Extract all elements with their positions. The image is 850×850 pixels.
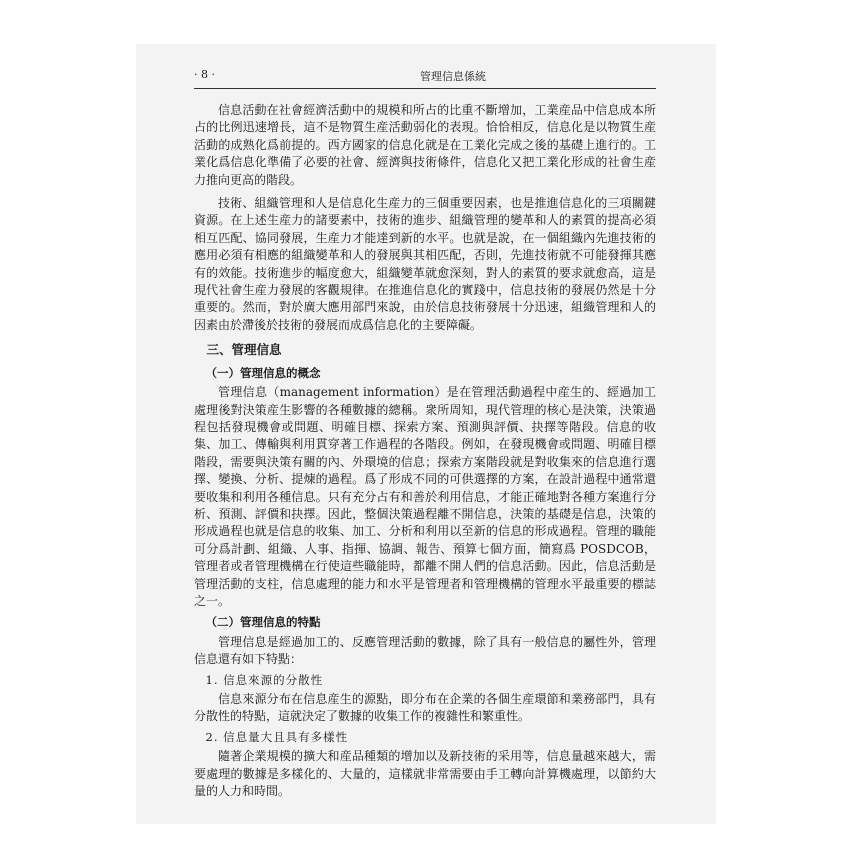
paragraph: 信息活動在社會經濟活動中的規模和所占的比重不斷增加，工業産品中信息成本所占的比例迅速增長，這不是物質生産活動弱化的表現。恰恰相反，信息化是以物質生産活動的成熟化爲前提的。西方國家的信息化就是在工業化完成之後的基礎上進行的。工業化爲信息化準備了必要的社會、經濟與技術條件，信息化又把工業化形成的社會生産力推向更高的階段。	[194, 103, 656, 187]
item-heading: 2. 信息量大且具有多樣性	[205, 729, 349, 744]
page-number: · 8 ·	[194, 68, 215, 81]
subsection-heading: （二）管理信息的特點	[205, 615, 321, 630]
paragraph: 管理信息是經過加工的、反應管理活動的數據，除了具有一般信息的屬性外，管理信息還有如下特點：	[194, 634, 656, 667]
section-heading: 三、管理信息	[206, 342, 282, 358]
page-body	[194, 102, 656, 800]
item-heading: 1. 信息來源的分散性	[205, 672, 324, 687]
header-rule	[194, 88, 656, 89]
running-title: 管理信息係統	[420, 70, 486, 83]
paragraph: 技術、組織管理和人是信息化生産力的三個重要因素，也是推進信息化的三項關鍵資源。在上述生産力的諸要素中，技術的進步、組織管理的變革和人的素質的提高必須相互匹配、協同發展，生産力才能達到新的水平。也就是說，在一個組織內先進技術的應用必須有相應的組織變革和人的發展與其相匹配，否則，先進技術就不可能發揮其應有的效能。技術進步的幅度愈大，組織變革就愈深刻，對人的素質的要求就愈高，這是現代社會生産力發展的客觀規律。在推進信息化的實踐中，信息技術的發展仍然是十分重要的。然而，對於廣大應用部門來說，由於信息技術發展十分迅速，組織管理和人的因素由於滯後於技術的發展而成爲信息化的主要障礙。	[194, 196, 656, 332]
paragraph: 信息來源分布在信息産生的源點，即分布在企業的各個生産環節和業務部門，具有分散性的特點，這就決定了數據的收集工作的複雜性和繁重性。	[194, 692, 656, 724]
book-page	[136, 44, 716, 824]
paragraph: 管理信息（management information）是在管理活動過程中産生的、經過加工處理後對決策産生影響的各種數據的總稱。衆所周知，現代管理的核心是決策，決策過程包括發現機會或問題、明確目標、探索方案、預測與評價、抉擇等階段。信息的收集、加工、傳輸與利用貫穿著工作過程的各階段。例如，在發現機會或問題、明確目標階段，需要與決策有關的內、外環境的信息；探索方案階段就是對收集來的信息進行選擇、變換、分析、提煉的過程。爲了形成不同的可供選擇的方案，在設計過程中通常還要收集和利用各種信息。只有充分占有和善於利用信息，才能正確地對各種方案進行分析、預測、評價和抉擇。因此，整個決策過程離不開信息，決策的基礎是信息，決策的形成過程也就是信息的收集、加工、分析和利用以至新的信息的形成過程。管理的職能可分爲計劃、組織、人事、指揮、協調、報告、預算七個方面，簡寫爲 POSDCOB，管理者或者管理機構在行使這些職能時，都離不開人們的信息活動。因此，信息活動是管理活動的支柱，信息處理的能力和水平是管理者和管理機構的管理水平最重要的標誌之一。	[194, 385, 656, 608]
subsection-heading: （一）管理信息的概念	[205, 365, 321, 380]
page-header	[194, 68, 656, 84]
paragraph: 隨著企業規模的擴大和産品種類的增加以及新技術的采用等，信息量越來越大，需要處理的數據是多樣化的、大量的，這樣就非常需要由手工轉向計算機處理，以節約大量的人力和時間。	[194, 749, 656, 799]
